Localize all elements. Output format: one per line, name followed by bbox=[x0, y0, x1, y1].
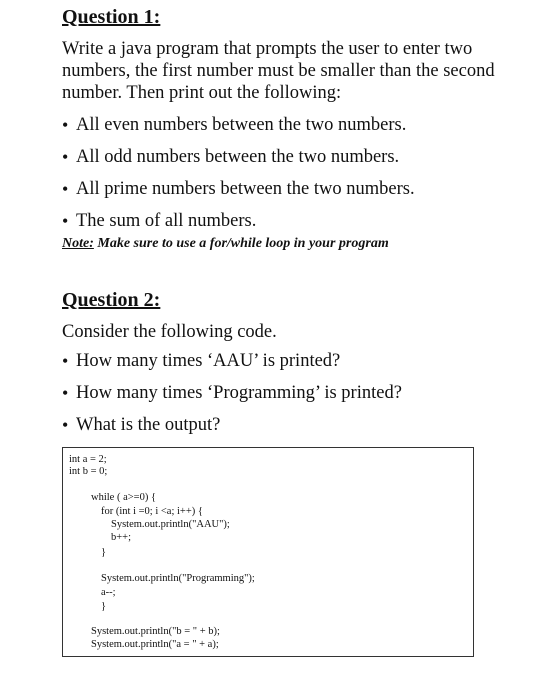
question-2-bullet-list bbox=[62, 350, 402, 446]
question-2-title: Question 2: bbox=[62, 289, 161, 311]
question-1-bullet-list bbox=[62, 114, 415, 242]
list-item: • The sum of all numbers. bbox=[62, 211, 257, 231]
code-line: } bbox=[101, 547, 107, 558]
list-item: • How many times ‘Programming’ is printed? bbox=[62, 383, 402, 403]
bullet-icon: • bbox=[62, 147, 69, 167]
question-1-paragraph: Write a java program that prompts the user to enter two numbers, the first number must be smaller than the second number. Then print out the following: bbox=[62, 39, 495, 103]
code-box bbox=[62, 447, 474, 657]
code-line: System.out.println("a = " + a); bbox=[91, 639, 219, 650]
bullet-icon: • bbox=[62, 115, 69, 135]
code-line: while ( a>=0) { bbox=[91, 492, 156, 503]
code-line: a--; bbox=[101, 587, 116, 598]
question-1-title: Question 1: bbox=[62, 6, 161, 28]
code-line: int a = 2; bbox=[69, 454, 107, 465]
code-line: int b = 0; bbox=[69, 466, 108, 477]
bullet-icon: • bbox=[62, 415, 69, 435]
list-item: • All even numbers between the two numbers. bbox=[62, 115, 407, 135]
code-line: System.out.println("b = " + b); bbox=[91, 626, 220, 637]
list-item: • What is the output? bbox=[62, 415, 221, 435]
note bbox=[62, 236, 389, 252]
bullet-icon: • bbox=[62, 179, 69, 199]
code-line: for (int i =0; i <a; i++) { bbox=[101, 506, 203, 517]
list-item: • How many times ‘AAU’ is printed? bbox=[62, 351, 341, 371]
list-item: • All odd numbers between the two numbers. bbox=[62, 147, 400, 167]
note-text: Make sure to use a for/while loop in your program bbox=[93, 236, 389, 251]
bullet-icon: • bbox=[62, 351, 69, 371]
code-line: } bbox=[101, 601, 107, 612]
code-line: System.out.println("AAU"); bbox=[111, 519, 230, 530]
bullet-icon: • bbox=[62, 211, 69, 231]
note-label: Note: bbox=[62, 236, 94, 251]
list-item: • All prime numbers between the two numbers. bbox=[62, 179, 415, 199]
code-line: b++; bbox=[111, 532, 132, 543]
code-line: System.out.println("Programming"); bbox=[101, 573, 255, 584]
question-2-paragraph: Consider the following code. bbox=[62, 322, 277, 342]
bullet-icon: • bbox=[62, 383, 69, 403]
